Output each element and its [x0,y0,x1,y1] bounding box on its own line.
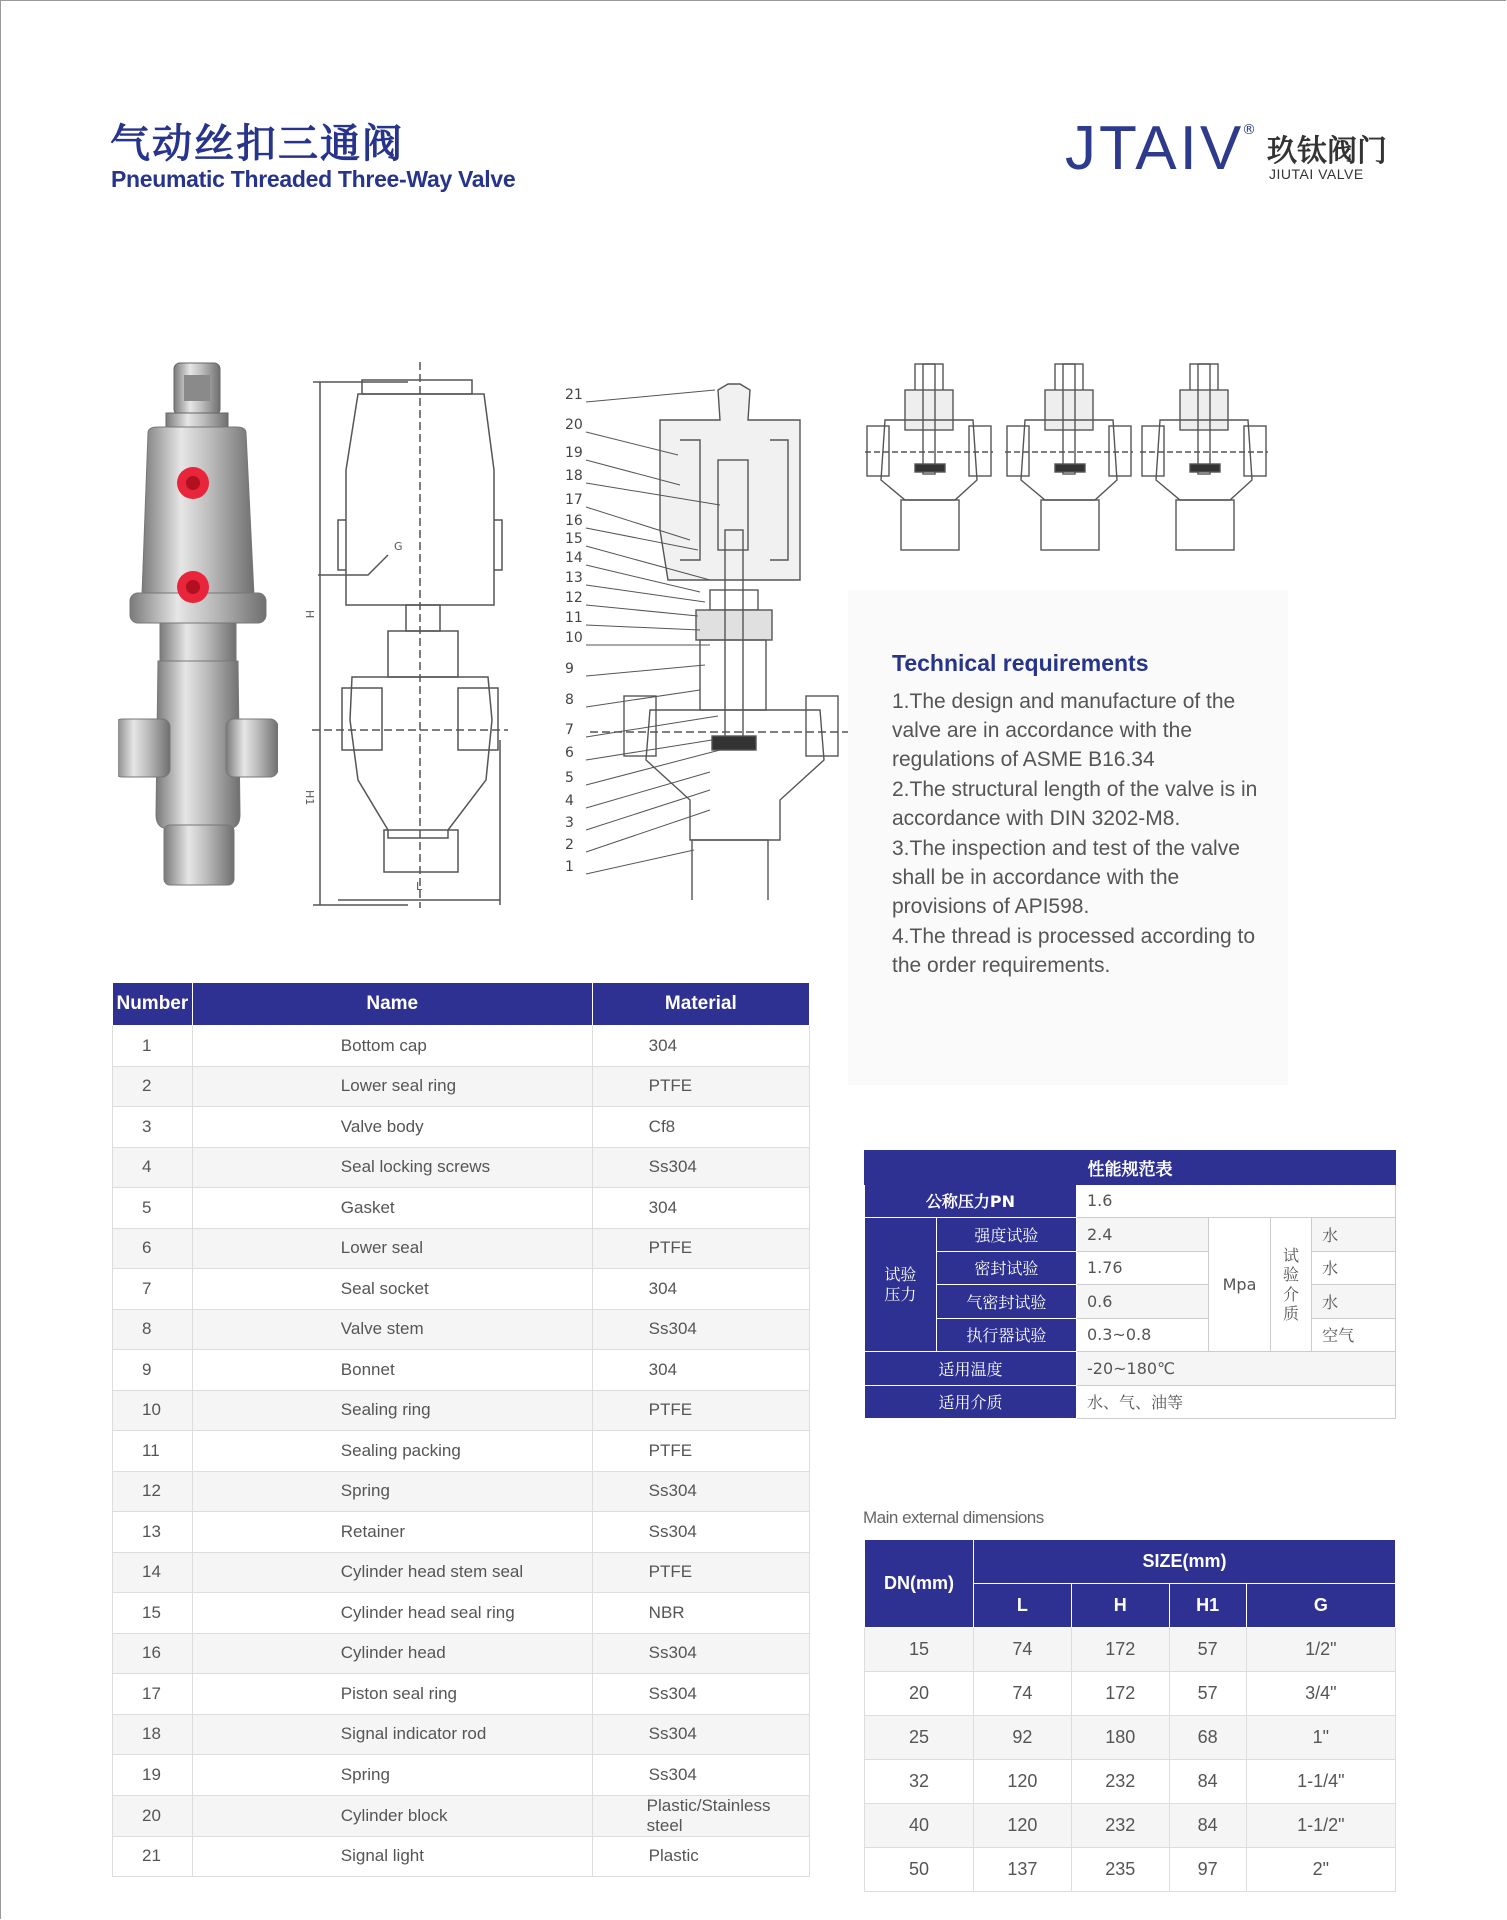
table-row [113,1269,810,1310]
callout-number: 19 [565,445,583,461]
part-number: 18 [113,1714,193,1755]
tech-line: regulations of ASME B16.34 [892,748,1155,771]
part-number: 11 [113,1431,193,1472]
part-material: Ss304 [592,1309,809,1350]
unit-label: Mpa [1209,1218,1271,1352]
part-number: 5 [113,1188,193,1229]
table-row [865,1760,1396,1804]
callout-number: 5 [565,770,574,786]
part-name: Valve stem [192,1309,592,1350]
dim-cell: 120 [974,1760,1072,1804]
part-material: Ss304 [592,1714,809,1755]
callout-number: 6 [565,745,574,761]
part-material: 304 [592,1350,809,1391]
table-row [113,1755,810,1796]
part-name: Bonnet [192,1350,592,1391]
dn-cell: 50 [865,1848,974,1892]
page-title-cn: 气动丝扣三通阀 [110,121,404,167]
dim-g-label: G [394,540,403,553]
part-name: Spring [192,1755,592,1796]
test-pressure-label-2: 压力 [884,1284,917,1304]
part-name: Signal light [192,1836,592,1877]
table-row [113,1431,810,1472]
logo-chinese-name: 玖钛阀门 [1267,134,1387,169]
tech-line: accordance with DIN 3202-M8. [892,807,1181,830]
callout-number: 20 [565,417,583,433]
callout-number: 16 [565,513,583,529]
test-value: 0.6 [1076,1285,1208,1319]
table-row [865,1848,1396,1892]
part-number: 10 [113,1390,193,1431]
logo-registered-mark: ® [1242,122,1256,138]
flow-state-drawings [865,360,1275,555]
callout-number: 13 [565,570,583,586]
part-number: 6 [113,1228,193,1269]
table-row [113,1390,810,1431]
test-name: 强度试验 [936,1218,1076,1252]
part-name: Cylinder head stem seal [192,1552,592,1593]
callout-number: 21 [565,387,583,403]
part-material: 304 [592,1026,809,1067]
part-material: 304 [592,1188,809,1229]
part-number: 3 [113,1107,193,1148]
part-name: Cylinder head seal ring [192,1593,592,1634]
part-material: Cf8 [592,1107,809,1148]
part-number: 16 [113,1633,193,1674]
part-number: 1 [113,1026,193,1067]
col-h1-header: H1 [1169,1584,1246,1628]
test-medium-label [1270,1218,1311,1352]
dn-cell: 40 [865,1804,974,1848]
dim-cell: 120 [974,1804,1072,1848]
tech-line: 2.The structural length of the valve is in [892,778,1258,801]
dim-h-label: H [303,610,316,619]
callout-number: 9 [565,661,574,677]
part-name: Bottom cap [192,1026,592,1067]
dim-cell: 172 [1071,1628,1169,1672]
dim-cell: 57 [1169,1672,1246,1716]
dim-cell: 2" [1246,1848,1395,1892]
part-material: Ss304 [592,1147,809,1188]
part-number: 2 [113,1066,193,1107]
header-name: Name [192,983,592,1026]
test-value: 0.3~0.8 [1076,1318,1208,1352]
dn-cell: 25 [865,1716,974,1760]
callout-number: 4 [565,793,574,809]
dn-cell: 32 [865,1760,974,1804]
table-row [865,1804,1396,1848]
test-medium-char: 介 [1282,1284,1299,1304]
table-row [113,1350,810,1391]
part-number: 20 [113,1795,193,1836]
part-name: Valve body [192,1107,592,1148]
part-name: Cylinder head [192,1633,592,1674]
tech-line: shall be in accordance with the [892,866,1180,889]
callout-number: 15 [565,531,583,547]
part-material: Ss304 [592,1674,809,1715]
test-medium-char: 质 [1282,1303,1299,1323]
technical-requirements-title: Technical requirements [892,650,1149,676]
table-row [113,1593,810,1634]
part-number: 19 [113,1755,193,1796]
parts-header-row [113,983,810,1026]
part-number: 7 [113,1269,193,1310]
page-title-en: Pneumatic Threaded Three-Way Valve [111,166,516,192]
table-row [113,1674,810,1715]
table-row [113,1512,810,1553]
logo-english-name: JIUTAI VALVE [1269,166,1364,182]
header-material: Material [592,983,809,1026]
dn-cell: 20 [865,1672,974,1716]
test-medium-char: 验 [1282,1265,1299,1285]
callout-number: 18 [565,468,583,484]
table-row [113,1633,810,1674]
part-number: 4 [113,1147,193,1188]
size-header: SIZE(mm) [974,1540,1396,1584]
test-medium: 水 [1312,1218,1396,1252]
dim-cell: 68 [1169,1716,1246,1760]
part-material: 304 [592,1269,809,1310]
part-name: Spring [192,1471,592,1512]
dim-cell: 235 [1071,1848,1169,1892]
table-row [113,1107,810,1148]
dim-cell: 1" [1246,1716,1395,1760]
outline-dimension-drawing [298,360,508,910]
dim-cell: 1-1/2" [1246,1804,1395,1848]
dn-cell: 15 [865,1628,974,1672]
test-medium: 水 [1312,1251,1396,1285]
table-row [113,1228,810,1269]
tech-line: provisions of API598. [892,895,1090,918]
dimensions-caption: Main external dimensions [863,1508,1044,1527]
callout-numbers [565,387,583,875]
table-row [865,1628,1396,1672]
part-material: NBR [592,1593,809,1634]
table-row [865,1672,1396,1716]
part-name: Seal locking screws [192,1147,592,1188]
table-row [113,1795,810,1836]
table-row [113,1552,810,1593]
performance-spec-table [864,1150,1396,1419]
dim-cell: 1-1/4" [1246,1760,1395,1804]
callout-number: 3 [565,815,574,831]
part-material: PTFE [592,1228,809,1269]
medium-value: 水、气、油等 [1076,1385,1395,1419]
dim-cell: 57 [1169,1628,1246,1672]
pn-label: 公称压力PN [865,1184,1077,1218]
part-name: Signal indicator rod [192,1714,592,1755]
dim-cell: 92 [974,1716,1072,1760]
tech-line: 1.The design and manufacture of the [892,690,1236,713]
test-medium-char: 试 [1282,1246,1299,1266]
dimensions-table [864,1539,1396,1892]
part-material: Ss304 [592,1755,809,1796]
part-name: Sealing packing [192,1431,592,1472]
part-number: 9 [113,1350,193,1391]
medium-label: 适用介质 [865,1385,1077,1419]
part-name: Lower seal ring [192,1066,592,1107]
callout-number: 2 [565,837,574,853]
dim-cell: 232 [1071,1804,1169,1848]
dim-cell: 180 [1071,1716,1169,1760]
dn-header: DN(mm) [865,1540,974,1628]
dim-cell: 232 [1071,1760,1169,1804]
logo-mark: JTAIV [1065,114,1245,183]
part-material: PTFE [592,1552,809,1593]
table-row [113,1026,810,1067]
valve-photo [118,355,278,895]
brand-logo [1065,114,1387,183]
table-row [113,1471,810,1512]
temp-label: 适用温度 [865,1352,1077,1386]
callout-number: 8 [565,692,574,708]
test-value: 2.4 [1076,1218,1208,1252]
dim-cell: 84 [1169,1760,1246,1804]
tech-line: the order requirements. [892,954,1111,977]
dim-cell: 137 [974,1848,1072,1892]
test-name: 执行器试验 [936,1318,1076,1352]
part-material: Ss304 [592,1471,809,1512]
col-g-header: G [1246,1584,1395,1628]
test-name: 气密封试验 [936,1285,1076,1319]
part-number: 12 [113,1471,193,1512]
part-name: Seal socket [192,1269,592,1310]
part-name: Piston seal ring [192,1674,592,1715]
table-row [113,1714,810,1755]
part-number: 14 [113,1552,193,1593]
part-material: PTFE [592,1390,809,1431]
part-number: 21 [113,1836,193,1877]
table-row [113,1147,810,1188]
part-material: Plastic/Stainless steel [592,1795,809,1836]
col-l-header: L [974,1584,1072,1628]
callout-number: 14 [565,550,583,566]
dim-cell: 172 [1071,1672,1169,1716]
part-name: Cylinder block [192,1795,592,1836]
part-number: 17 [113,1674,193,1715]
flow-state-section [865,364,993,550]
table-row [865,1716,1396,1760]
test-pressure-label-1: 试验 [884,1265,917,1285]
part-name: Sealing ring [192,1390,592,1431]
table-row [113,1309,810,1350]
callout-number: 11 [565,610,583,626]
part-material: Ss304 [592,1633,809,1674]
test-pressure-label [865,1218,937,1352]
part-number: 8 [113,1309,193,1350]
part-name: Gasket [192,1188,592,1229]
dim-h1-label: H1 [303,790,316,806]
part-name: Lower seal [192,1228,592,1269]
parts-table [112,982,810,1877]
part-material: Ss304 [592,1512,809,1553]
callout-number: 1 [565,859,574,875]
part-material: PTFE [592,1066,809,1107]
table-row [113,1836,810,1877]
dim-cell: 1/2" [1246,1628,1395,1672]
dim-l-label: L [416,880,423,893]
part-material: PTFE [592,1431,809,1472]
test-name: 密封试验 [936,1251,1076,1285]
test-value: 1.76 [1076,1251,1208,1285]
dim-cell: 3/4" [1246,1672,1395,1716]
tech-line: 4.The thread is processed according to [892,925,1256,948]
col-h-header: H [1071,1584,1169,1628]
part-material: Plastic [592,1836,809,1877]
tech-line: 3.The inspection and test of the valve [892,837,1240,860]
part-number: 15 [113,1593,193,1634]
test-medium: 水 [1312,1285,1396,1319]
callout-number: 17 [565,492,583,508]
flow-state-section [1140,364,1268,550]
header-number: Number [113,983,193,1026]
temp-value: -20~180℃ [1076,1352,1395,1386]
table-row [113,1188,810,1229]
test-medium: 空气 [1312,1318,1396,1352]
pn-value: 1.6 [1076,1184,1395,1218]
dim-cell: 84 [1169,1804,1246,1848]
dim-cell: 74 [974,1672,1072,1716]
callout-number: 7 [565,722,574,738]
spec-title: 性能规范表 [865,1151,1396,1185]
part-name: Retainer [192,1512,592,1553]
tech-line: valve are in accordance with the [892,719,1192,742]
sectional-drawing [560,380,848,900]
part-number: 13 [113,1512,193,1553]
dim-cell: 74 [974,1628,1072,1672]
dim-cell: 97 [1169,1848,1246,1892]
table-row [113,1066,810,1107]
flow-state-section [1005,364,1133,550]
callout-number: 12 [565,590,583,606]
callout-number: 10 [565,630,583,646]
